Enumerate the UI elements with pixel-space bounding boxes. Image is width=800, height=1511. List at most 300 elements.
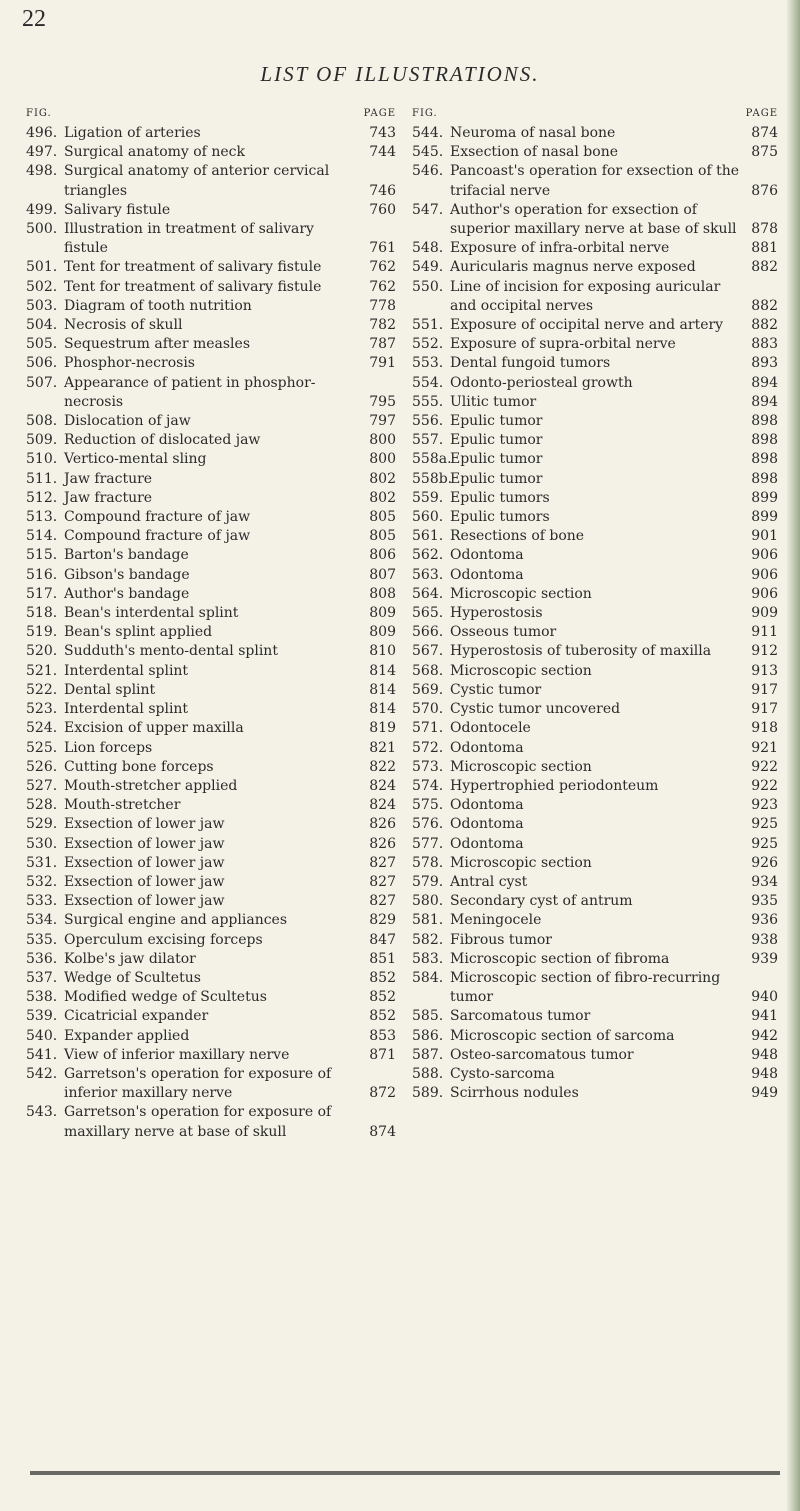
figure-title: Microscopic section (450, 662, 592, 679)
page-ref: 872 (369, 1085, 396, 1102)
figure-number: 559. (412, 489, 444, 506)
figure-number: 588. (412, 1065, 444, 1082)
list-item (412, 374, 778, 393)
figure-number: 557. (412, 432, 444, 449)
page-ref: 762 (369, 278, 396, 295)
list-item (412, 354, 778, 373)
figure-number: 549. (412, 259, 444, 276)
list-item (26, 450, 396, 469)
list-item (412, 508, 778, 527)
figure-title: Exsection of nasal bone (450, 144, 618, 161)
figure-title: Exsection of lower jaw (64, 816, 225, 833)
page-header: PAGE (745, 108, 778, 119)
figure-title: Surgical anatomy of anterior cervical triangles (64, 163, 330, 199)
figure-number: 543. (26, 1104, 58, 1121)
figure-number: 539. (26, 1008, 58, 1025)
figure-number: 497. (26, 144, 58, 161)
list-item (412, 777, 778, 796)
figure-title: Fibrous tumor (450, 931, 552, 948)
page-ref: 800 (369, 432, 396, 449)
list-item (26, 988, 396, 1007)
page-ref: 809 (369, 605, 396, 622)
figure-title: Interdental splint (64, 662, 189, 679)
list-item (412, 335, 778, 354)
figure-number: 541. (26, 1046, 58, 1063)
figure-title: Osseous tumor (450, 624, 557, 641)
list-item (26, 316, 396, 335)
figure-title: Odonto-periosteal growth (450, 374, 633, 391)
figure-title: Salivary fistule (64, 201, 171, 218)
figure-number: 526. (26, 758, 58, 775)
page-edge-shadow (786, 0, 800, 1511)
list-item (26, 335, 396, 354)
figure-number: 578. (412, 854, 444, 871)
figure-title: Exsection of lower jaw (64, 854, 225, 871)
list-item (26, 1007, 396, 1026)
page-ref: 827 (369, 873, 396, 890)
list-item (26, 950, 396, 969)
figure-number: 550. (412, 278, 444, 295)
figure-number: 577. (412, 835, 444, 852)
figure-number: 562. (412, 547, 444, 564)
list-item (26, 700, 396, 719)
list-item (412, 662, 778, 681)
figure-title: Author's operation for exsection of superior maxillary nerve at base of skull (450, 201, 737, 238)
figure-number: 503. (26, 297, 58, 314)
list-item (412, 892, 778, 911)
page-ref: 948 (751, 1046, 778, 1063)
figure-title: Microscopic section of fibro-recurring tumor (450, 969, 721, 1006)
figure-title: Jaw fracture (64, 489, 153, 506)
page-ref: 909 (751, 605, 778, 622)
figure-number: 573. (412, 758, 444, 775)
page-ref: 829 (369, 912, 396, 929)
figure-title: Microscopic section (450, 585, 592, 602)
list-item (412, 278, 778, 316)
list-item (412, 931, 778, 950)
list-item (26, 258, 396, 277)
figure-title: Sarcomatous tumor (450, 1008, 591, 1025)
page-ref: 853 (369, 1027, 396, 1044)
figure-number: 576. (412, 816, 444, 833)
figure-title: Meningocele (450, 912, 542, 929)
list-item (412, 796, 778, 815)
figure-title: Epulic tumor (450, 451, 543, 468)
figure-title: Odontocele (450, 720, 531, 737)
page-ref: 852 (369, 969, 396, 986)
page-header: PAGE (363, 108, 396, 119)
list-item (26, 604, 396, 623)
figure-title: Cystic tumor uncovered (450, 701, 621, 718)
page-ref: 894 (751, 374, 778, 391)
list-item (412, 239, 778, 258)
figure-title: Odontoma (450, 835, 524, 852)
figure-title: Exsection of lower jaw (64, 873, 225, 890)
list-item (412, 719, 778, 738)
page-ref: 894 (751, 393, 778, 410)
page-ref: 940 (751, 989, 778, 1006)
list-item (412, 1027, 778, 1046)
figure-number: 570. (412, 701, 444, 718)
figure-title: Auricularis magnus nerve exposed (450, 259, 696, 276)
figure-number: 507. (26, 374, 58, 391)
page-ref: 918 (751, 720, 778, 737)
figure-number: 558a. (412, 451, 452, 468)
page-ref: 939 (751, 950, 778, 967)
list-item (412, 316, 778, 335)
figure-number: 525. (26, 739, 58, 756)
list-item (26, 969, 396, 988)
page-ref: 791 (369, 355, 396, 372)
list-item (26, 162, 396, 200)
figure-number: 542. (26, 1065, 58, 1082)
figure-number: 548. (412, 240, 444, 257)
list-item (26, 412, 396, 431)
page-ref: 898 (751, 451, 778, 468)
page-ref: 871 (369, 1046, 396, 1063)
figure-title: Mouth-stretcher (64, 797, 181, 814)
figure-number: 514. (26, 528, 58, 545)
left-column (26, 108, 396, 1142)
figure-title: Wedge of Scultetus (64, 969, 201, 986)
figure-number: 582. (412, 931, 444, 948)
page-ref: 882 (751, 317, 778, 334)
page-ref: 809 (369, 624, 396, 641)
figure-number: 565. (412, 605, 444, 622)
figure-title: Author's bandage (64, 585, 190, 602)
figure-number: 575. (412, 797, 444, 814)
page-ref: 882 (751, 297, 778, 314)
list-item (26, 546, 396, 565)
page-ref: 875 (751, 144, 778, 161)
figure-number: 547. (412, 201, 444, 218)
page-ref: 922 (751, 758, 778, 775)
list-item (412, 124, 778, 143)
figure-number: 560. (412, 509, 444, 526)
list-item (412, 911, 778, 930)
page-ref: 800 (369, 451, 396, 468)
page-ref: 760 (369, 201, 396, 218)
list-item (412, 470, 778, 489)
list-item (412, 604, 778, 623)
page-ref: 743 (369, 125, 396, 141)
figure-title: Compound fracture of jaw (64, 509, 251, 526)
figure-number: 574. (412, 777, 444, 794)
page-ref: 882 (751, 259, 778, 276)
figure-number: 568. (412, 662, 444, 679)
figure-title: Hypertrophied periodonteum (450, 777, 659, 794)
figure-number: 581. (412, 912, 444, 929)
list-item (412, 681, 778, 700)
page-ref: 913 (751, 662, 778, 679)
figure-number: 533. (26, 893, 58, 910)
figure-title: Ligation of arteries (64, 125, 201, 141)
page-ref: 795 (369, 393, 396, 410)
figure-title: Pancoast's operation for exsection of the trifacial nerve (450, 163, 740, 199)
figure-number: 524. (26, 720, 58, 737)
figure-title: Odontoma (450, 566, 524, 583)
figure-number: 546. (412, 163, 444, 180)
figure-title: Cicatricial expander (64, 1008, 209, 1025)
page-ref: 917 (751, 681, 778, 698)
list-item (26, 873, 396, 892)
figure-number: 583. (412, 950, 444, 967)
fig-header: FIG. (412, 108, 438, 119)
figure-number: 538. (26, 989, 58, 1006)
figure-title: Tent for treatment of salivary fistule (64, 259, 322, 276)
figure-title: Cutting bone forceps (64, 758, 214, 775)
figure-number: 527. (26, 777, 58, 794)
figure-number: 564. (412, 585, 444, 602)
figure-title: Epulic tumor (450, 413, 543, 430)
figure-number: 585. (412, 1008, 444, 1025)
figure-title: Appearance of patient in phosphor-necrosis (64, 374, 316, 410)
left-entries (26, 124, 396, 1142)
figure-number: 534. (26, 912, 58, 929)
list-item (412, 585, 778, 604)
page-ref: 819 (369, 720, 396, 737)
figure-title: Mouth-stretcher applied (64, 777, 238, 794)
list-item (412, 527, 778, 546)
page-ref: 810 (369, 643, 396, 660)
list-item (26, 297, 396, 316)
list-item (26, 508, 396, 527)
figure-number: 504. (26, 317, 58, 334)
list-item (412, 969, 778, 1007)
list-item (412, 1046, 778, 1065)
figure-number: 505. (26, 336, 58, 353)
page-ref: 807 (369, 566, 396, 583)
figure-title: Tent for treatment of salivary fistule (64, 278, 322, 295)
list-item (412, 201, 778, 239)
figure-number: 553. (412, 355, 444, 372)
list-item (412, 393, 778, 412)
figure-title: Odontoma (450, 547, 524, 564)
page-ref: 949 (751, 1085, 778, 1102)
list-item (26, 201, 396, 220)
figure-title: Odontoma (450, 797, 524, 814)
figure-number: 540. (26, 1027, 58, 1044)
page-ref: 936 (751, 912, 778, 929)
page-ref: 876 (751, 182, 778, 199)
list-item (26, 124, 396, 143)
figure-number: 580. (412, 893, 444, 910)
page-ref: 883 (751, 336, 778, 353)
page-ref: 822 (369, 758, 396, 775)
figure-title: Epulic tumor (450, 432, 543, 449)
figure-number: 521. (26, 662, 58, 679)
list-item (26, 354, 396, 373)
page-ref: 942 (751, 1027, 778, 1044)
list-item (412, 758, 778, 777)
page-ref: 935 (751, 893, 778, 910)
right-entries (412, 124, 778, 1103)
page-ref: 906 (751, 566, 778, 583)
page-ref: 762 (369, 259, 396, 276)
list-item (26, 719, 396, 738)
figure-title: Expander applied (64, 1027, 190, 1044)
figure-title: Operculum excising forceps (64, 931, 263, 948)
figure-number: 530. (26, 835, 58, 852)
list-item (26, 796, 396, 815)
figure-number: 510. (26, 451, 58, 468)
list-item (412, 1007, 778, 1026)
figure-title: Cysto-sarcoma (450, 1065, 555, 1082)
page-ref: 917 (751, 701, 778, 718)
page-ref: 827 (369, 893, 396, 910)
list-item (26, 489, 396, 508)
figure-number: 566. (412, 624, 444, 641)
figure-number: 572. (412, 739, 444, 756)
page-ref: 744 (369, 144, 396, 161)
list-item (412, 489, 778, 508)
figure-number: 502. (26, 278, 58, 295)
list-item (412, 739, 778, 758)
figure-title: Lion forceps (64, 739, 153, 756)
list-item (412, 873, 778, 892)
list-item (412, 431, 778, 450)
page-ref: 797 (369, 413, 396, 430)
list-item (26, 854, 396, 873)
page-ref: 898 (751, 432, 778, 449)
figure-number: 551. (412, 317, 444, 334)
page-ref: 926 (751, 854, 778, 871)
figure-title: Scirrhous nodules (450, 1085, 579, 1102)
list-item (412, 143, 778, 162)
figure-title: Odontoma (450, 816, 524, 833)
figure-title: Surgical engine and appliances (64, 912, 288, 929)
page-ref: 808 (369, 585, 396, 602)
figure-title: Microscopic section (450, 854, 592, 871)
figure-number: 589. (412, 1085, 444, 1102)
figure-number: 586. (412, 1027, 444, 1044)
page-ref: 925 (751, 835, 778, 852)
fig-header: FIG. (26, 108, 52, 119)
figure-title: Diagram of tooth nutrition (64, 297, 252, 314)
page-ref: 948 (751, 1065, 778, 1082)
list-item (26, 815, 396, 834)
page-ref: 824 (369, 777, 396, 794)
page-ref: 881 (751, 240, 778, 257)
list-item (412, 854, 778, 873)
figure-number: 537. (26, 969, 58, 986)
figure-number: 532. (26, 873, 58, 890)
list-item (26, 835, 396, 854)
list-item (26, 470, 396, 489)
figure-title: Microscopic section of sarcoma (450, 1027, 675, 1044)
right-column-header (412, 108, 778, 124)
list-item (26, 623, 396, 642)
right-column (412, 108, 778, 1103)
figure-title: Compound fracture of jaw (64, 528, 251, 545)
page-ref: 874 (369, 1123, 396, 1140)
figure-number: 518. (26, 605, 58, 622)
figure-number: 587. (412, 1046, 444, 1063)
list-item (26, 220, 396, 258)
figure-title: Bean's splint applied (64, 624, 213, 641)
list-item (412, 1065, 778, 1084)
list-item (412, 950, 778, 969)
list-item (26, 662, 396, 681)
list-item (26, 374, 396, 412)
figure-title: Secondary cyst of antrum (450, 893, 633, 910)
list-item (26, 1103, 396, 1141)
page-ref: 898 (751, 470, 778, 487)
page-ref: 805 (369, 509, 396, 526)
figure-title: View of inferior maxillary nerve (64, 1046, 290, 1063)
figure-title: Exposure of supra-orbital nerve (450, 336, 676, 353)
list-item (412, 546, 778, 565)
page-ref: 814 (369, 701, 396, 718)
page-ref: 805 (369, 528, 396, 545)
page-ref: 923 (751, 797, 778, 814)
figure-number: 520. (26, 643, 58, 660)
figure-number: 528. (26, 797, 58, 814)
figure-number: 522. (26, 681, 58, 698)
page-ref: 827 (369, 854, 396, 871)
figure-title: Phosphor-necrosis (64, 355, 195, 372)
figure-title: Odontoma (450, 739, 524, 756)
page-ref: 878 (751, 221, 778, 238)
figure-number: 555. (412, 393, 444, 410)
figure-number: 584. (412, 969, 444, 986)
page-ref: 941 (751, 1008, 778, 1025)
figure-number: 535. (26, 931, 58, 948)
figure-title: Antral cyst (450, 873, 528, 890)
list-item (26, 1027, 396, 1046)
figure-title: Neuroma of nasal bone (450, 125, 616, 141)
page-ref: 912 (751, 643, 778, 660)
page-ref: 826 (369, 835, 396, 852)
page-ref: 802 (369, 489, 396, 506)
figure-number: 499. (26, 201, 58, 218)
figure-title: Cystic tumor (450, 681, 542, 698)
figure-number: 567. (412, 643, 444, 660)
page-ref: 852 (369, 989, 396, 1006)
page-ref: 851 (369, 950, 396, 967)
figure-number: 519. (26, 624, 58, 641)
list-item (412, 258, 778, 277)
page-ref: 934 (751, 873, 778, 890)
figure-title: Jaw fracture (64, 470, 153, 487)
list-item (26, 1046, 396, 1065)
page-ref: 899 (751, 509, 778, 526)
page-ref: 874 (751, 125, 778, 141)
figure-number: 508. (26, 413, 58, 430)
figure-title: Resections of bone (450, 528, 585, 545)
page-ref: 911 (751, 624, 778, 641)
page-ref: 821 (369, 739, 396, 756)
page-ref: 782 (369, 317, 396, 334)
figure-title: Exsection of lower jaw (64, 835, 225, 852)
figure-number: 561. (412, 528, 444, 545)
figure-title: Vertico-mental sling (64, 451, 207, 468)
figure-title: Modified wedge of Scultetus (64, 989, 267, 1006)
figure-number: 516. (26, 566, 58, 583)
page-ref: 778 (369, 297, 396, 314)
list-item (412, 700, 778, 719)
page-ref: 814 (369, 681, 396, 698)
figure-title: Exposure of occipital nerve and artery (450, 317, 724, 334)
list-item (412, 412, 778, 431)
page-ref: 746 (369, 182, 396, 199)
page-ref: 898 (751, 413, 778, 430)
page-ref: 802 (369, 470, 396, 487)
figure-title: Dental fungoid tumors (450, 355, 611, 372)
list-item (412, 1084, 778, 1103)
figure-title: Dental splint (64, 681, 156, 698)
figure-title: Microscopic section of fibroma (450, 950, 670, 967)
